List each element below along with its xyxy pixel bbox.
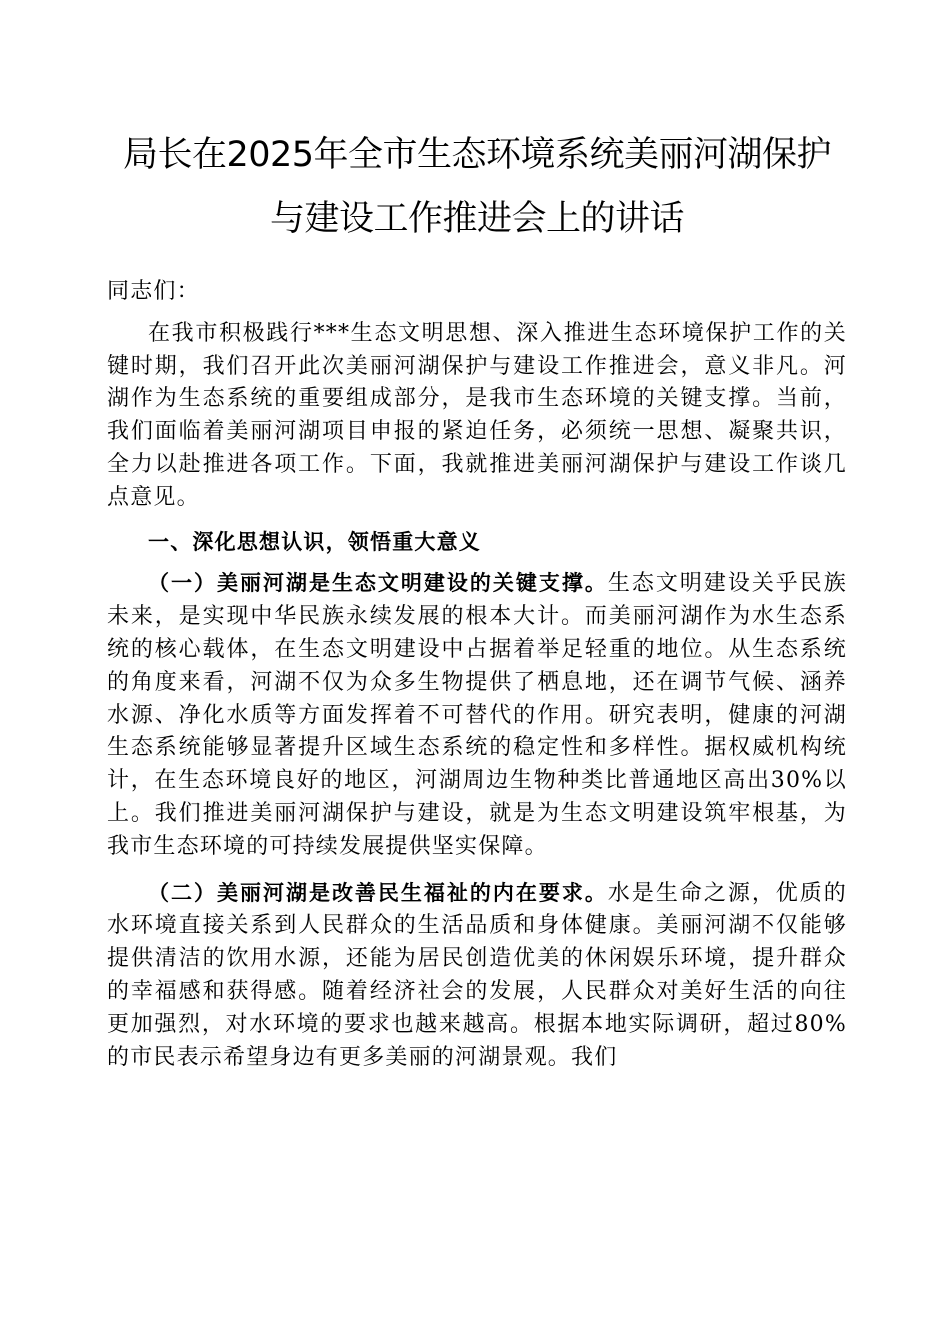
point-2-paragraph (107, 877, 847, 1075)
point-1-lead: （一）美丽河湖是生态文明建设的关键支撑。 (148, 571, 608, 596)
title-line-1: 局长在2025年全市生态环境系统美丽河湖保护 (122, 135, 832, 175)
point-1-paragraph (107, 567, 847, 863)
title-line-2: 与建设工作推进会上的讲话 (269, 199, 684, 239)
section-heading-1: 一、深化思想认识，领悟重大意义 (148, 529, 481, 554)
point-2-lead: （二）美丽河湖是改善民生福祉的内在要求。 (148, 880, 608, 905)
intro-paragraph: 在我市积极践行***生态文明思想、深入推进生态环境保护工作的关键时期，我们召开此次美丽河湖保护与建设工作推进会，意义非凡。河湖作为生态系统的重要组成部分，是我市生态环境的关键支撑。当前，我们面临着美丽河湖项目申报的紧迫任务，必须统一思想、凝聚共识，全力以赴推进各项工作。下面，我就推进美丽河湖保护与建设工作谈几点意见。 (107, 320, 847, 510)
salutation: 同志们： (107, 279, 200, 304)
document-title (107, 128, 847, 246)
point-2-body: 水是生命之源，优质的水环境直接关系到人民群众的生活品质和身体健康。美丽河湖不仅能够提供清洁的饮用水源，还能为居民创造优美的休闲娱乐环境，提升群众的幸福感和获得感。随着经济社会的发展，人民群众对美好生活的向往更加强烈，对水环境的要求也越来越高。根据本地实际调研，超过80%的市民表示希望身边有更多美丽的河湖景观。我们 (107, 880, 847, 1070)
document-page (107, 128, 847, 1074)
point-1-body: 生态文明建设关乎民族未来，是实现中华民族永续发展的根本大计。而美丽河湖作为水生态系统的核心载体，在生态文明建设中占据着举足轻重的地位。从生态系统的角度来看，河湖不仅为众多生物提供了栖息地，还在调节气候、涵养水源、净化水质等方面发挥着不可替代的作用。研究表明，健康的河湖生态系统能够显著提升区域生态系统的稳定性和多样性。据权威机构统计，在生态环境良好的地区，河湖周边生物种类比普通地区高出30%以上。我们推进美丽河湖保护与建设，就是为生态文明建设筑牢根基，为我市生态环境的可持续发展提供坚实保障。 (107, 571, 847, 859)
